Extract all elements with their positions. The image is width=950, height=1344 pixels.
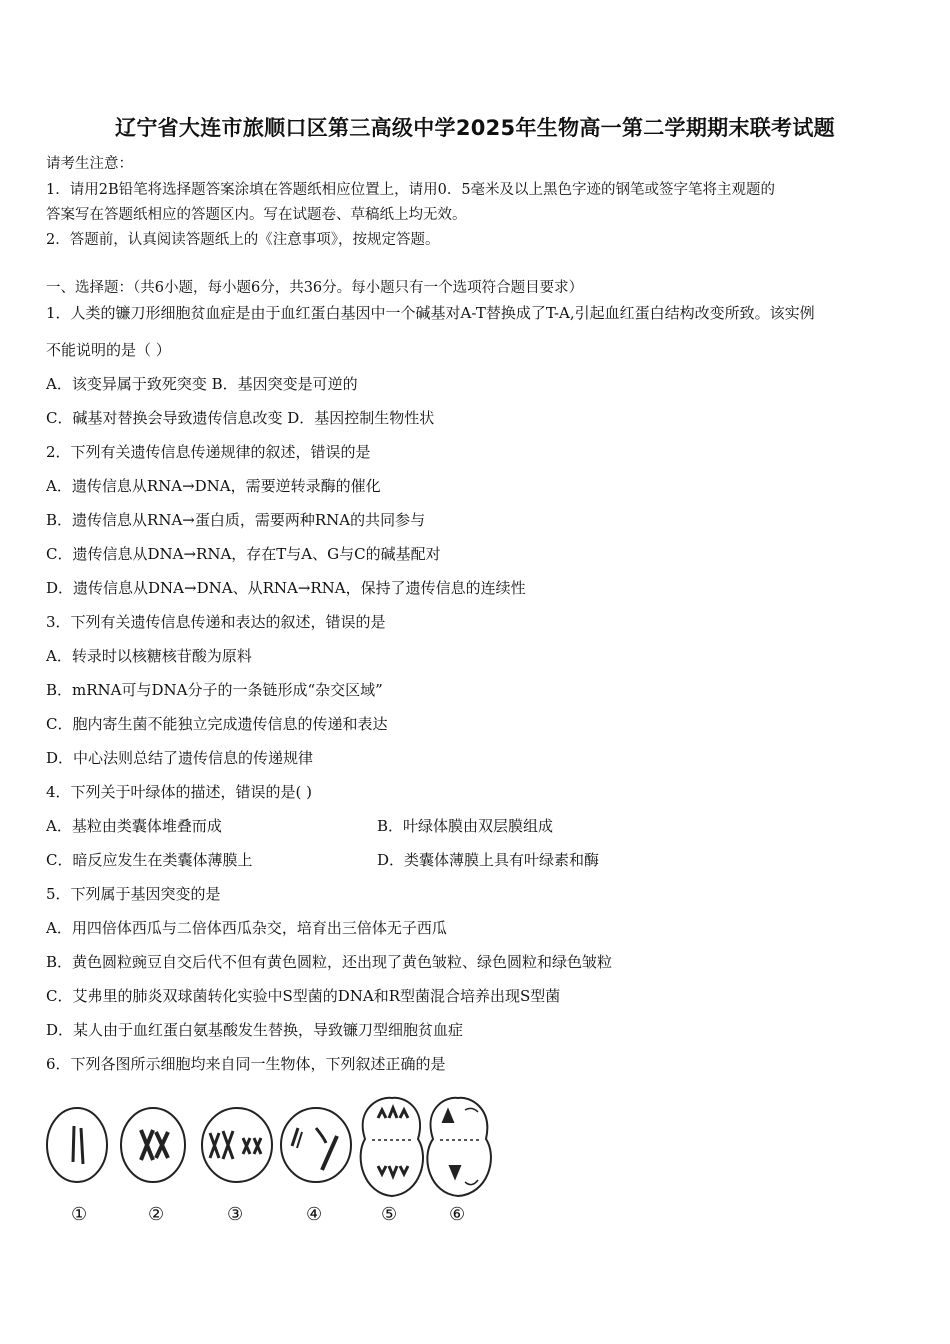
figure-label-3: ③ (227, 1204, 244, 1225)
cell-1-diagram (47, 1108, 107, 1182)
cell-2-diagram (121, 1108, 185, 1182)
q2-option-d: D．遗传信息从DNA→DNA、从RNA→RNA，保持了遗传信息的连续性 (46, 579, 526, 597)
notice-line-1: 1．请用2B铅笔将选择题答案涂填在答题纸相应位置上，请用0．5毫米及以上黑色字迹的钢笔或签字笔将主观题的 (46, 182, 776, 198)
q4-option-d: D．类囊体薄膜上具有叶绿素和酶 (377, 851, 600, 869)
q1-stem-line-2: 不能说明的是（ ） (46, 341, 171, 359)
cell-4-diagram (281, 1108, 351, 1182)
q5-option-a: A．用四倍体西瓜与二倍体西瓜杂交，培育出三倍体无子西瓜 (46, 919, 447, 937)
q1-options-ab: A．该变异属于致死突变 B．基因突变是可逆的 (46, 375, 358, 393)
figure-label-4: ④ (306, 1204, 323, 1225)
q1-stem-line-1: 1．人类的镰刀形细胞贫血症是由于血红蛋白基因中一个碱基对A-T替换成了T-A,引起血红蛋白结构改变所致。该实例 (46, 304, 815, 322)
q2-option-b: B．遗传信息从RNA→蛋白质，需要两种RNA的共同参与 (46, 511, 426, 529)
figure-label-6: ⑥ (449, 1204, 466, 1225)
figure-label-2: ② (148, 1204, 165, 1225)
notice-line-3: 2．答题前，认真阅读答题纸上的《注意事项》，按规定答题。 (46, 232, 440, 248)
q5-stem: 5．下列属于基因突变的是 (46, 885, 221, 903)
q2-stem: 2．下列有关遗传信息传递规律的叙述，错误的是 (46, 443, 371, 461)
q4-option-c: C．暗反应发生在类囊体薄膜上 (46, 851, 253, 869)
q5-option-b: B．黄色圆粒豌豆自交后代不但有黄色圆粒，还出现了黄色皱粒、绿色圆粒和绿色皱粒 (46, 953, 613, 971)
q2-option-a: A．遗传信息从RNA→DNA，需要逆转录酶的催化 (46, 477, 381, 495)
q3-stem: 3．下列有关遗传信息传递和表达的叙述，错误的是 (46, 613, 386, 631)
q1-options-cd: C．碱基对替换会导致遗传信息改变 D．基因控制生物性状 (46, 409, 435, 427)
figure-label-5: ⑤ (381, 1204, 398, 1225)
q3-option-a: A．转录时以核糖核苷酸为原料 (46, 647, 252, 665)
notice-line-2: 答案写在答题纸相应的答题区内。写在试题卷、草稿纸上均无效。 (46, 207, 467, 223)
q2-option-c: C．遗传信息从DNA→RNA，存在T与A、G与C的碱基配对 (46, 545, 441, 563)
q4-option-b: B．叶绿体膜由双层膜组成 (377, 817, 554, 835)
q6-stem: 6．下列各图所示细胞均来自同一生物体，下列叙述正确的是 (46, 1055, 446, 1073)
cell-division-figure (40, 1088, 500, 1233)
cell-3-diagram (202, 1108, 272, 1182)
q4-stem: 4．下列关于叶绿体的描述，错误的是( ) (46, 783, 313, 801)
notice-heading: 请考生注意： (46, 156, 133, 172)
section-heading: 一、选择题：（共6小题，每小题6分，共36分。每小题只有一个选项符合题目要求） (46, 280, 584, 296)
cell-6-diagram (427, 1098, 491, 1196)
page-title: 辽宁省大连市旅顺口区第三高级中学2025年生物高一第二学期期末联考试题 (115, 116, 835, 140)
cell-5-diagram (361, 1098, 423, 1196)
q3-option-b: B．mRNA可与DNA分子的一条链形成“杂交区域” (46, 681, 383, 699)
figure-label-1: ① (71, 1204, 88, 1225)
q5-option-c: C．艾弗里的肺炎双球菌转化实验中S型菌的DNA和R型菌混合培养出现S型菌 (46, 987, 561, 1005)
q3-option-c: C．胞内寄生菌不能独立完成遗传信息的传递和表达 (46, 715, 388, 733)
q5-option-d: D．某人由于血红蛋白氨基酸发生替换，导致镰刀型细胞贫血症 (46, 1021, 464, 1039)
q3-option-d: D．中心法则总结了遗传信息的传递规律 (46, 749, 314, 767)
q4-option-a: A．基粒由类囊体堆叠而成 (46, 817, 222, 835)
